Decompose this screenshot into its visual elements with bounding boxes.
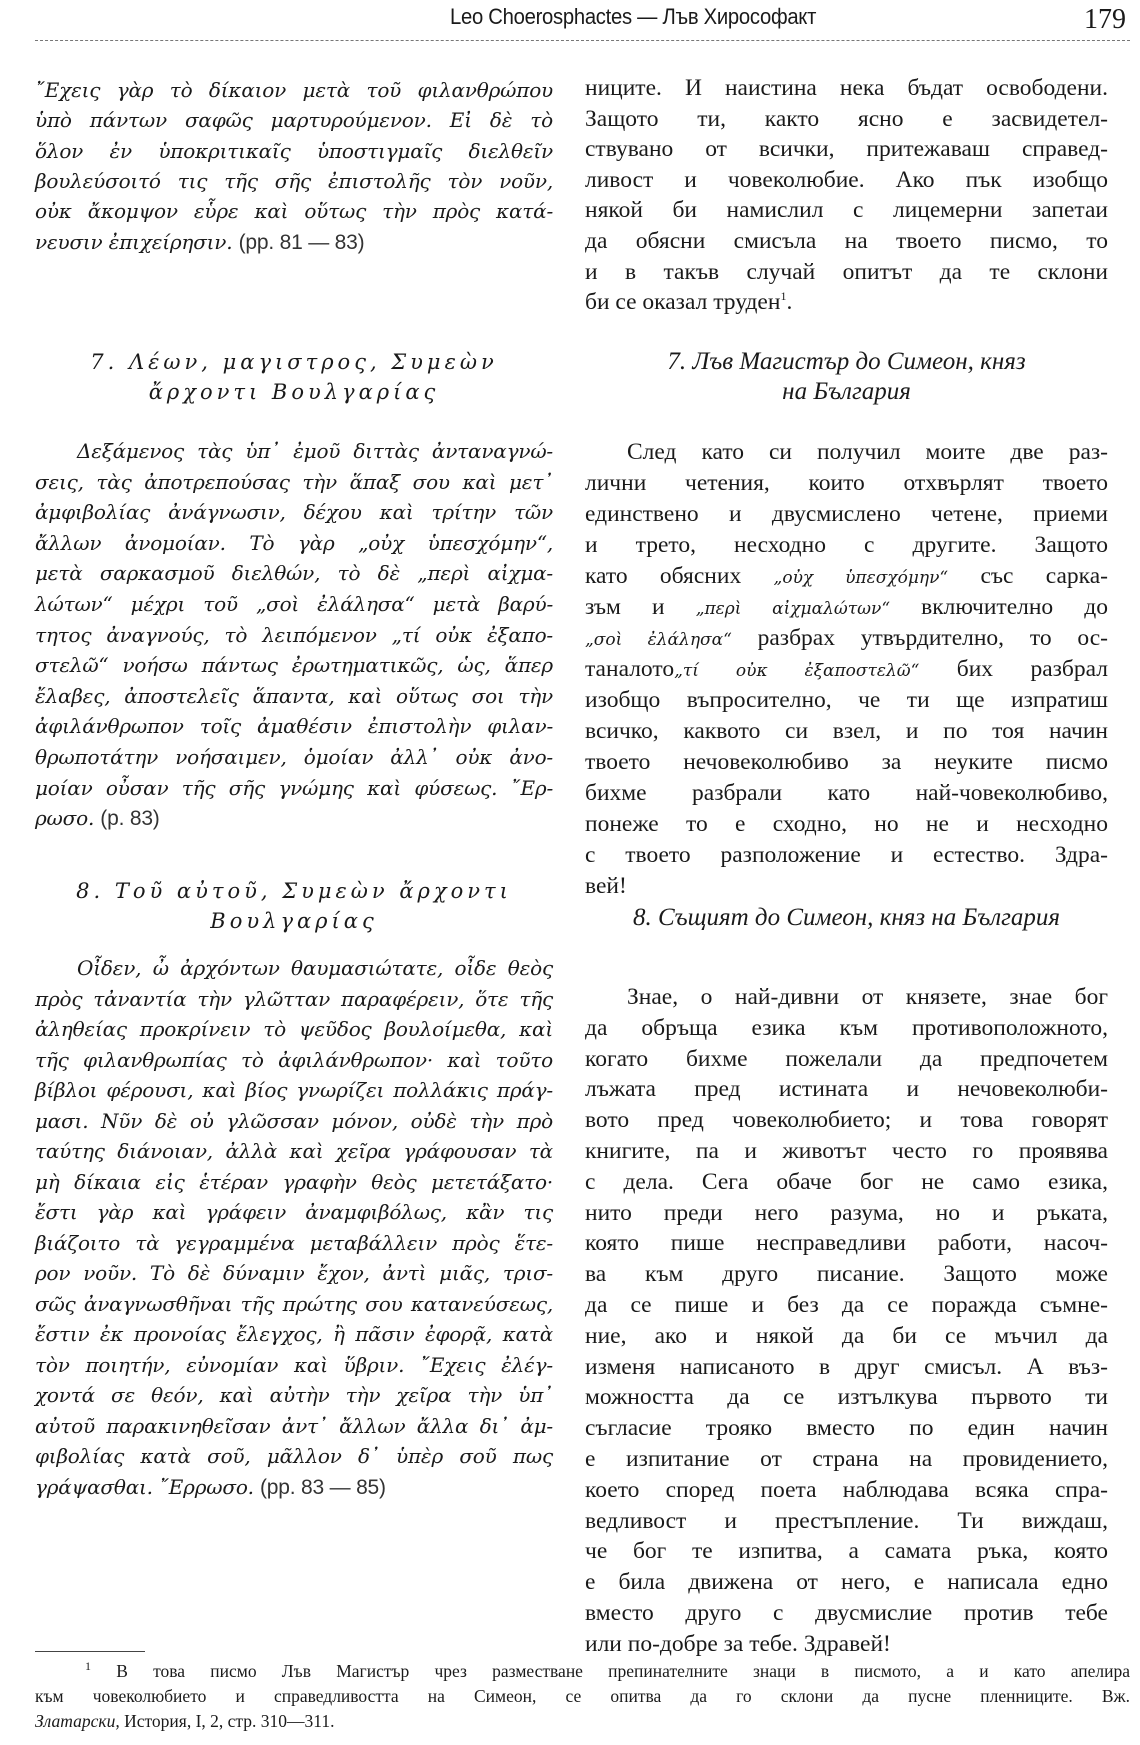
bulgarian-line xyxy=(585,685,1108,715)
text-fragment: включително до xyxy=(890,594,1108,620)
page-reference: (p. 83) xyxy=(100,807,160,831)
text-fragment: ρον νοῦν. Τὸ δὲ δύναμιν ἔχον, ἀντὶ μιᾶς, τρισ- xyxy=(35,1261,553,1285)
greek-line xyxy=(35,75,553,105)
text-fragment: ἀφιλάνθρωπον τοῖς ἀμαθέσιν ἐπιστολὴν φιλαν- xyxy=(35,714,553,739)
text-fragment: ведливост и престъпление. Ти виждаш, xyxy=(585,1507,1108,1534)
bulgarian-line xyxy=(585,104,1108,134)
text-fragment: ὅλον ἐν ὑποκριτικαῖς ὑποστιγμαῖς διελθεῖν xyxy=(35,138,553,163)
text-fragment: е била движена от него, е написала едно xyxy=(585,1569,1108,1596)
text-fragment: γράψασθαι. ῎Ερρωσο. xyxy=(35,1474,254,1499)
bulgarian-line xyxy=(585,1259,1108,1289)
section-8-bulgarian-heading: 8. Същият до Симеон, княз на България xyxy=(632,904,1060,931)
bulgarian-line xyxy=(585,1044,1108,1074)
bulgarian-line xyxy=(585,840,1108,870)
bulgarian-line xyxy=(585,1136,1108,1166)
greek-line xyxy=(35,1045,553,1075)
text-fragment: ἔλαβες, ἀποστελεῖς ἅπαντα, καὶ οὕτως σοι τὴν xyxy=(35,683,553,708)
bulgarian-line xyxy=(585,1167,1108,1197)
text-fragment: вото пред човеколюбието; и това говорят xyxy=(585,1107,1108,1134)
running-head-title: Leo Choerosphactes — Лъв Хирософакт xyxy=(450,4,817,29)
text-fragment: ние, ако и някой да би се мъчил да xyxy=(585,1322,1108,1349)
bulgarian-line xyxy=(585,1567,1108,1597)
text-fragment: πρὸς τἀναντία τὴν γλῶτταν παραφέρειν, ὅτε τῆς xyxy=(35,986,553,1011)
bulgarian-line xyxy=(585,747,1108,777)
text-fragment: τὸν ποιητήν, εὐνομίαν καὶ ὕβριν. ῎Εχεις ἐλέγ- xyxy=(35,1352,553,1377)
greek-line xyxy=(35,436,553,466)
text-fragment: със сарка- xyxy=(948,563,1108,589)
bulgarian-line xyxy=(585,437,1108,467)
greek-line xyxy=(35,953,553,983)
text-fragment: ливост и човеколюбие. Ако пък изобщо xyxy=(585,166,1108,193)
text-fragment: лъжата пред истината и нечовеколюби- xyxy=(585,1076,1108,1103)
bulgarian-line xyxy=(585,134,1108,164)
bulgarian-line xyxy=(585,468,1108,498)
footnote-line xyxy=(35,1659,1130,1684)
greek-line xyxy=(35,681,553,711)
text-fragment: всичко, каквото си взел, и по тоя начин xyxy=(585,718,1108,744)
bulgarian-line xyxy=(585,1198,1108,1228)
footnote-author: Златарски, xyxy=(35,1711,120,1731)
text-fragment: разбрах утвърдително, то ос- xyxy=(731,625,1109,651)
bulgarian-line xyxy=(585,561,1108,593)
text-fragment: да обясни смисъла на твоето писмо, то xyxy=(585,228,1108,254)
greek-line xyxy=(35,1167,553,1197)
greek-line xyxy=(35,558,553,588)
text-fragment: φιβολίας κατὰ σοῦ, μᾶλλον δ᾽ ὑπὲρ σοῦ πως xyxy=(35,1444,553,1468)
greek-line xyxy=(35,166,553,196)
text-fragment: когато бихме пожелали да предпочетем xyxy=(585,1045,1108,1072)
greek-line xyxy=(35,1411,553,1441)
text-fragment: ἔστιν ἐκ προνοίας ἔλεγχος, ἢ πᾶσιν ἐφορᾷ, κατὰ xyxy=(35,1322,553,1346)
greek-line xyxy=(35,1106,553,1136)
text-fragment: като обясних xyxy=(585,563,774,589)
bulgarian-line xyxy=(585,1444,1108,1474)
greek-line xyxy=(35,1472,553,1503)
text-fragment: λώτων“ μέχρι τοῦ „σοὶ ἐλάλησα“ μετὰ βαρύ- xyxy=(35,592,553,616)
text-fragment: χοντά σε θεόν, καὶ αὐτὴν τὴν χεῖρα τὴν ὑπ᾽ xyxy=(35,1383,553,1407)
text-fragment: ва към друго писание. Защото може xyxy=(585,1261,1108,1288)
greek-line xyxy=(35,467,553,497)
bulgarian-line xyxy=(585,871,1108,901)
text-fragment: ὑπὸ πάντων σαφῶς μαρτυρούμενον. Εἰ δὲ τὸ xyxy=(35,108,553,133)
text-fragment: βουλεύσοιτό τις τῆς σῆς ἐπιστολῆς τὸν νοῦν, xyxy=(35,168,553,193)
text-fragment: μασι. Νῦν δὲ οὐ γλῶσσαν μόνον, οὐδὲ τὴν πρὸ xyxy=(35,1108,553,1133)
text-fragment: ниците. И наистина нека бъдат освободени. xyxy=(585,75,1108,101)
greek-line xyxy=(35,773,553,803)
text-fragment: ταύτης διάνοιαν, ἀλλὰ καὶ χεῖρα γράφουσαν τὰ xyxy=(35,1139,553,1163)
section-7-greek-heading: 7. Λέων, μαγιστρος, Συμεὼν xyxy=(90,350,498,374)
bulgarian-line xyxy=(585,1475,1108,1505)
bulgarian-line xyxy=(585,1506,1108,1536)
bulgarian-line xyxy=(585,623,1108,655)
greek-line xyxy=(35,650,553,680)
text-fragment: Οἶδεν, ὦ ἀρχόντων θαυμασιώτατε, οἶδε θεὸς xyxy=(77,956,553,980)
bulgarian-line xyxy=(585,1074,1108,1104)
text-fragment: τητος ἀναγνούς, τὸ λειπόμενον „τί οὐκ ἐξαπο- xyxy=(35,622,553,647)
text-fragment: ἀμφιβολίας ἀνάγνωσιν, δέχου καὶ τρίτην τῶν xyxy=(35,500,553,525)
greek-line xyxy=(35,1258,553,1288)
text-fragment: νευσιν ἐπιχείρησιν. xyxy=(35,229,233,254)
text-fragment: изменя написаното в друг смисъл. А въз- xyxy=(585,1353,1108,1380)
bulgarian-line xyxy=(585,716,1108,746)
footnote-citation: История, I, 2, стр. 310—311. xyxy=(119,1711,335,1731)
page-reference: (pp. 83 — 85) xyxy=(260,1475,386,1499)
section-8-greek-heading: Βουλγαρίας xyxy=(210,909,378,933)
text-fragment: вей! xyxy=(585,873,627,899)
text-fragment: οὐκ ἄκομψον εὗρε καὶ οὕτως τὴν πρὸς κατά- xyxy=(35,199,553,224)
text-fragment: зъм и xyxy=(585,594,696,620)
bulgarian-line xyxy=(585,1105,1108,1135)
bulgarian-line xyxy=(585,654,1108,686)
text-fragment: μοίαν οὖσαν τῆς σῆς γνώμης καὶ φύσεως. ῎Ερ- xyxy=(35,775,553,800)
text-fragment: . xyxy=(786,289,793,316)
text-fragment: с дела. Сега обаче бог не само езика, xyxy=(585,1168,1108,1195)
text-fragment: бихме разбрали като най-човеколюбиво, xyxy=(585,780,1108,806)
text-fragment: βιάζοιτο τὰ γεγραμμένα μεταβάλλειν πρὸς ἕτε- xyxy=(35,1230,553,1255)
greek-line xyxy=(35,984,553,1014)
greek-line xyxy=(35,711,553,741)
text-fragment: което според поета наблюдава всяка спра- xyxy=(585,1476,1108,1503)
text-fragment: Знае, о най-дивни от князете, знае бог xyxy=(627,984,1108,1010)
text-fragment: θρωποτάτην νοήσαιμεν, ὁμοίαν ἀλλ᾽ οὐκ ἀνο- xyxy=(35,745,553,769)
bulgarian-line xyxy=(585,592,1108,624)
bulgarian-line xyxy=(585,1629,1108,1659)
text-fragment: μὴ δίκαια εἰς ἑτέραν γραφὴν θεὸς μετετάξατο· xyxy=(35,1169,553,1194)
text-fragment: ρωσο. xyxy=(35,806,95,831)
text-fragment: лични четения, които отхвърлят твоето xyxy=(585,470,1108,496)
bulgarian-line xyxy=(585,257,1108,287)
bulgarian-line xyxy=(585,73,1108,103)
bulgarian-line xyxy=(585,165,1108,195)
text-fragment: би се оказал труден xyxy=(585,289,781,316)
greek-line xyxy=(35,803,553,834)
bulgarian-line xyxy=(585,1228,1108,1258)
text-fragment: таналото xyxy=(585,656,675,682)
bulgarian-line xyxy=(585,1290,1108,1320)
bulgarian-line xyxy=(585,1536,1108,1566)
text-fragment: която пише несправедливи работи, насоч- xyxy=(585,1230,1108,1257)
footnote-ref: 1 xyxy=(780,289,787,304)
greek-line xyxy=(35,1197,553,1227)
greek-quote: „οὐχ ὑπεσχόμην“ xyxy=(773,568,949,588)
footnote-text: към човеколюбието и справедливостта на Симеон, се опитва да го склони да пусне пленниците. Вж. xyxy=(35,1686,1130,1706)
text-fragment: понеже то е сходно, но не и несходно xyxy=(585,811,1108,837)
greek-line xyxy=(35,1289,553,1319)
bulgarian-line xyxy=(585,778,1108,808)
text-fragment: τῆς φιλανθρωπίας τὸ ἀφιλάνθρωπον· καὶ τοῦτο xyxy=(35,1047,553,1072)
text-fragment: βίβλοι φέρουσι, καὶ βίος γνωρίζει πολλάκις πράγ- xyxy=(35,1078,553,1102)
footnote-line xyxy=(35,1684,1130,1709)
text-fragment: или по-добре за тебе. Здравей! xyxy=(585,1630,891,1657)
greek-line xyxy=(35,528,553,558)
greek-line xyxy=(35,1075,553,1105)
text-fragment: и трето, несходно с другите. Защото xyxy=(585,532,1108,558)
bulgarian-line xyxy=(585,1413,1108,1443)
text-fragment: бих разбрал xyxy=(919,656,1108,682)
text-fragment: ἄλλων ἀνομοίαν. Τὸ γὰρ „οὐχ ὑπεσχόμην“, xyxy=(35,530,553,555)
text-fragment: ствувано от всички, притежаваш справед- xyxy=(585,136,1108,163)
greek-line xyxy=(35,1014,553,1044)
text-fragment: твоето нечовеколюбиво за неуките писмо xyxy=(585,749,1108,775)
greek-line xyxy=(35,589,553,619)
text-fragment: Δεξάμενος τὰς ὑπ᾽ ἐμοῦ διττὰς ἀνταναγνώ- xyxy=(77,439,553,463)
text-fragment: изобщо въпросително, че ти ще изпратиш xyxy=(585,687,1108,713)
text-fragment: книгите, па и животът често го проявява xyxy=(585,1138,1108,1164)
text-fragment: с твоето разположение и естество. Здра- xyxy=(585,842,1108,868)
text-fragment: вместо друго с двусмислие против тебе xyxy=(585,1600,1108,1626)
text-fragment: можността да се изтълкува първото ти xyxy=(585,1384,1108,1411)
greek-line xyxy=(35,497,553,527)
section-8-greek-heading: 8. Τοῦ αὐτοῦ, Συμεὼν ἄρχοντι xyxy=(76,879,512,903)
greek-column xyxy=(35,0,553,1640)
greek-quote: „σοὶ ἐλάλησα“ xyxy=(585,630,732,650)
bulgarian-line xyxy=(585,809,1108,839)
text-fragment: е изпитание от страна на провидението, xyxy=(585,1446,1108,1472)
footnote-marker: 1 xyxy=(85,1659,91,1674)
greek-line xyxy=(35,105,553,135)
footnote-text: В това писмо Лъв Магистър чрез разместване препинателните знаци в писмото, а и като апелира xyxy=(116,1661,1131,1681)
greek-line xyxy=(35,227,553,258)
greek-line xyxy=(35,1319,553,1349)
text-fragment: някой би намислил с лицемерни запетаи xyxy=(585,197,1108,224)
bulgarian-line xyxy=(585,287,1108,317)
greek-quote: „τί οὐκ ἐξαποστελῶ“ xyxy=(674,661,920,681)
footnote-line xyxy=(35,1709,1130,1734)
footnote-rule xyxy=(35,1651,145,1652)
section-7-bulgarian-heading: на България xyxy=(782,378,911,405)
text-fragment: στελῶ“ νοήσω πάντως ἐρωτηματικῶς, ὡς, ἅπερ xyxy=(35,653,553,678)
text-fragment: че бог те изпитва, а самата ръка, която xyxy=(585,1538,1108,1565)
bulgarian-line xyxy=(585,226,1108,256)
text-fragment: σεις, τὰς ἀποτρεπούσας τὴν ἅπαξ σου καὶ μετ᾽ xyxy=(35,469,553,494)
greek-quote: „περὶ αἰχμαλώτων“ xyxy=(695,599,891,619)
greek-line xyxy=(35,136,553,166)
section-7-bulgarian-heading: 7. Лъв Магистър до Симеон, княз xyxy=(667,348,1026,375)
greek-line xyxy=(35,1380,553,1410)
text-fragment: да обръща езика към противоположното, xyxy=(585,1014,1108,1041)
page-reference: (pp. 81 — 83) xyxy=(238,230,365,254)
greek-line xyxy=(35,1136,553,1166)
text-fragment: αὐτοῦ παρακινηθεῖσαν ἀντ᾽ ἄλλων ἄλλα δι᾽ ἀμ- xyxy=(35,1413,553,1438)
text-fragment: ἀληθείας προκρίνειν τὸ ψεῦδος βουλοίμεθα, καὶ xyxy=(35,1017,553,1041)
bulgarian-line xyxy=(585,530,1108,560)
greek-line xyxy=(35,742,553,772)
text-fragment: съгласие трояко вместо по един начин xyxy=(585,1415,1108,1442)
bulgarian-line xyxy=(585,982,1108,1012)
bulgarian-line xyxy=(585,195,1108,225)
greek-line xyxy=(35,620,553,650)
text-fragment: σῶς ἀναγνωσθῆναι τῆς πρώτης σου κατανεύσεως, xyxy=(35,1291,553,1316)
bulgarian-line xyxy=(585,1321,1108,1351)
text-fragment: ῎Εχεις γὰρ τὸ δίκαιον μετὰ τοῦ φιλανθρώπου xyxy=(35,78,553,102)
text-fragment: μετὰ σαρκασμοῦ διελθών, τὸ δὲ „περὶ αἰχμα- xyxy=(35,561,553,586)
greek-line xyxy=(35,1350,553,1380)
text-fragment: и в такъв случай опитът да те склони xyxy=(585,258,1108,285)
text-fragment: ἔστι γὰρ καὶ γράφειν ἀναμφιβόλως, κἂν τις xyxy=(35,1200,553,1224)
page-number: 179 xyxy=(1084,4,1126,35)
bulgarian-column xyxy=(585,0,1109,1657)
bulgarian-line xyxy=(585,1352,1108,1382)
text-fragment: да се пише и без да се поражда съмне- xyxy=(585,1292,1108,1318)
bulgarian-line xyxy=(585,499,1108,529)
section-7-greek-heading: ἄρχοντι Βουλγαρίας xyxy=(148,380,440,404)
text-fragment: След като си получил моите две раз- xyxy=(627,439,1108,465)
greek-line xyxy=(35,1228,553,1258)
text-fragment: единствено и двусмислено четене, приеми xyxy=(585,501,1108,527)
greek-line xyxy=(35,1441,553,1471)
bulgarian-line xyxy=(585,1598,1108,1628)
text-fragment: Защото ти, както ясно е засвидетел- xyxy=(585,105,1108,132)
bulgarian-line xyxy=(585,1013,1108,1043)
text-fragment: нито преди него разума, но и ръката, xyxy=(585,1199,1108,1226)
bulgarian-line xyxy=(585,1382,1108,1412)
greek-line xyxy=(35,196,553,226)
